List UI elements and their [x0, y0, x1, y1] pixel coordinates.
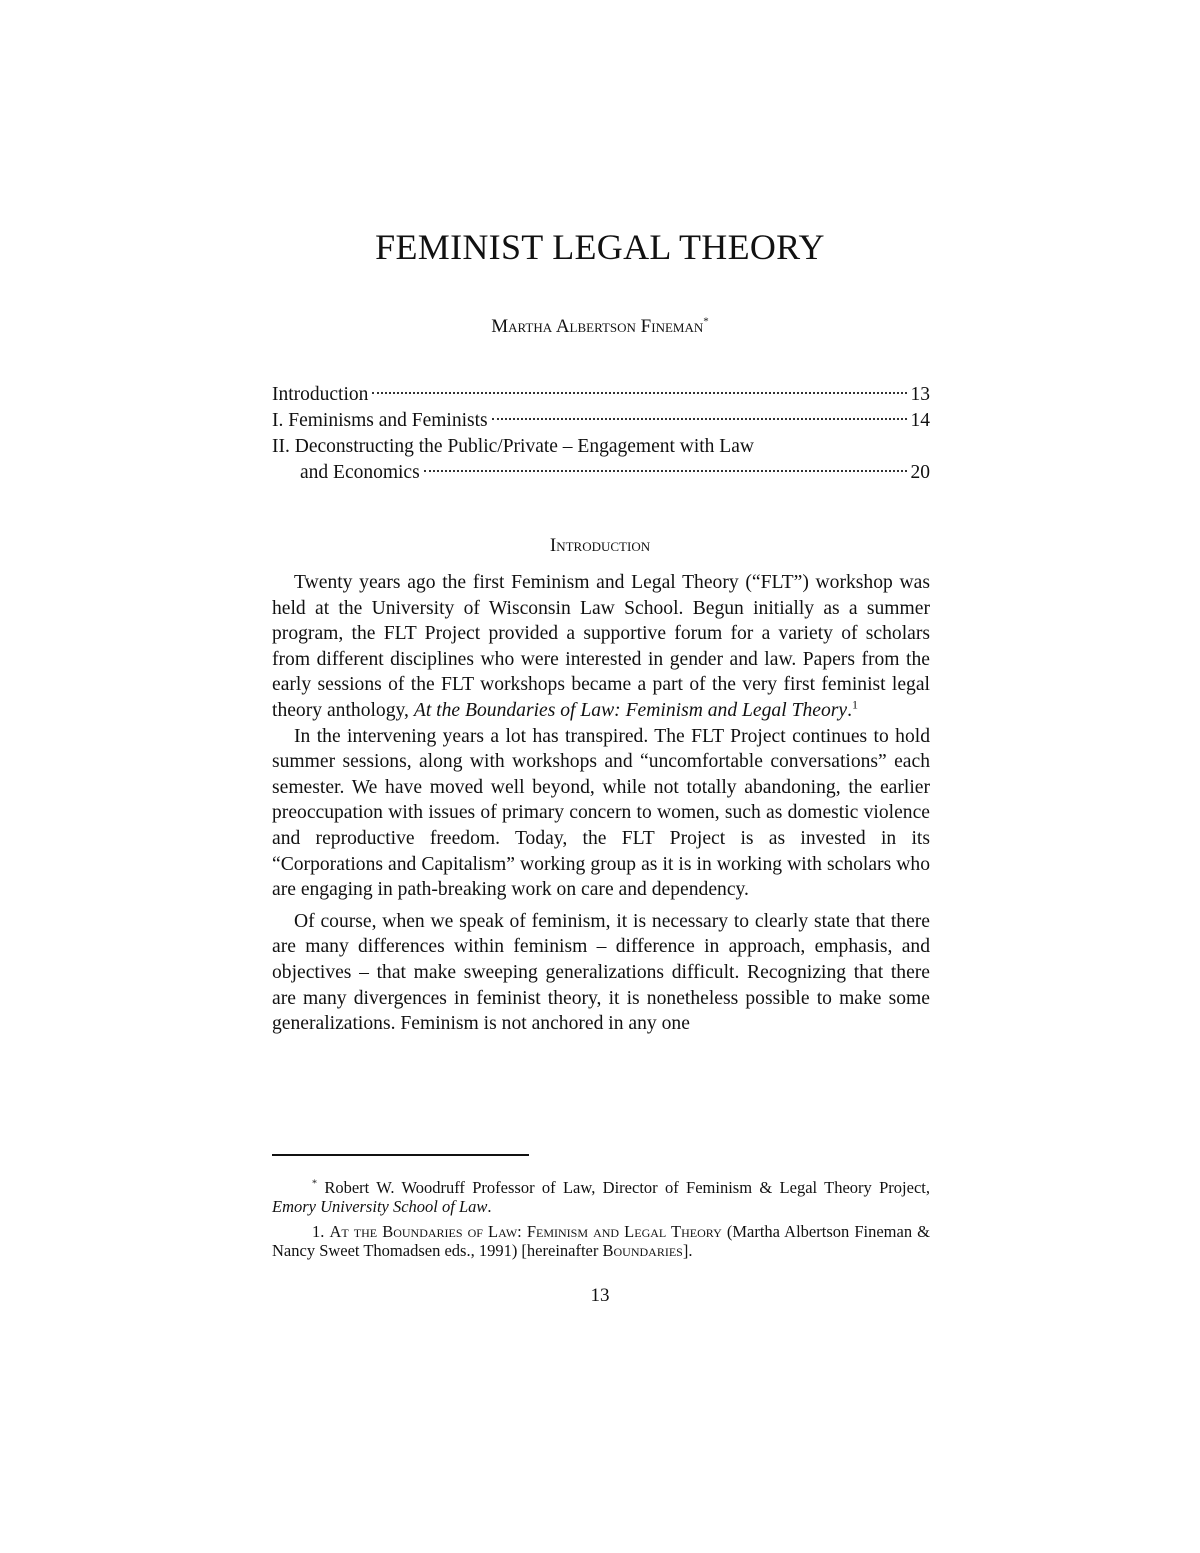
footnote-divider — [272, 1154, 529, 1156]
paragraph-2: In the intervening years a lot has transpired. The FLT Project continues to hold summer sessions, along with workshops and “uncomfortable conversations” each semester. We have moved well beyond, while not totally abandoning, the earlier preoccupation with issues of primary concern to women, such as domestic violence and reproductive freedom. Today, the FLT Project is as invested in its “Corporations and Capitalism” working group as it is in working with scholars who are engaging in path-breaking work on care and dependency. — [272, 725, 930, 901]
toc-leader-dots — [424, 470, 907, 472]
toc-entry-deconstructing[interactable] — [272, 434, 930, 460]
paragraph-1-end: . — [847, 699, 852, 721]
footnote-1 — [272, 1222, 930, 1260]
paragraph-1 — [272, 570, 930, 724]
footnote-star-institution: Emory University School of Law — [272, 1197, 488, 1216]
footnote-1-short-title: Boundaries — [602, 1241, 683, 1260]
footnote-1-book-title: At the Boundaries of Law: Feminism and Legal Theory — [329, 1222, 722, 1241]
article-title: FEMINIST LEGAL THEORY — [375, 227, 825, 267]
footnote-1-number: 1. — [312, 1222, 325, 1241]
footnote-1-end: ]. — [682, 1241, 693, 1260]
anthology-title: At the Boundaries of Law: Feminism and Legal Theory — [413, 699, 848, 721]
toc-label: II. Deconstructing the Public/Private – Engagement with Law — [272, 436, 754, 457]
paragraph-3: Of course, when we speak of feminism, it is necessary to clearly state that there are many differences within feminism – difference in approach, emphasis, and objectives – that make sweeping generalizations difficult. Recognizing that there are many divergences in feminist theory, it is nonetheless possible to make some generalizations. Feminism is not anchored in any one — [272, 910, 930, 1035]
toc-entry-introduction[interactable] — [272, 382, 930, 408]
body-text — [272, 570, 930, 1037]
toc-page-number: 20 — [910, 462, 930, 483]
footnote-star — [272, 1178, 930, 1216]
toc-label: and Economics — [300, 462, 420, 483]
toc-entry-deconstructing-continued[interactable] — [272, 460, 930, 486]
author-name: Martha Albertson Fineman — [491, 316, 704, 337]
footnote-star-text: Robert W. Woodruff Professor of Law, Director of Feminism & Legal Theory Project, — [317, 1178, 930, 1197]
toc-leader-dots — [372, 392, 906, 394]
author-footnote-mark: * — [703, 315, 709, 328]
toc-leader-dots — [492, 418, 907, 420]
toc-entry-feminisms[interactable] — [272, 408, 930, 434]
table-of-contents — [272, 382, 930, 486]
footnote-star-end: . — [487, 1197, 492, 1216]
author-line — [0, 316, 1200, 338]
footnotes — [272, 1178, 930, 1266]
footnote-ref-1[interactable]: 1 — [851, 697, 858, 712]
footnote-star-mark: * — [312, 1178, 317, 1190]
toc-page-number: 14 — [910, 410, 930, 431]
paragraph-1-text: Twenty years ago the first Feminism and Legal Theory (“FLT”) workshop was held at the University of Wisconsin Law School. Begun initially as a summer program, the FLT Project provided a supportive forum for a variety of scholars from different disciplines who were interested in gender and law. Papers from the early sessions of the FLT workshops became a part of the very first feminist legal theory anthology, — [272, 572, 930, 721]
toc-label: I. Feminisms and Feminists — [272, 410, 488, 431]
footnote-1-text: (Martha Albertson Fineman & Nancy Sweet Thomadsen eds., 1991) [hereinafter — [272, 1222, 930, 1260]
section-heading: Introduction — [549, 535, 651, 556]
page-number: 13 — [590, 1285, 610, 1306]
toc-page-number: 13 — [910, 384, 930, 405]
toc-label: Introduction — [272, 384, 369, 405]
